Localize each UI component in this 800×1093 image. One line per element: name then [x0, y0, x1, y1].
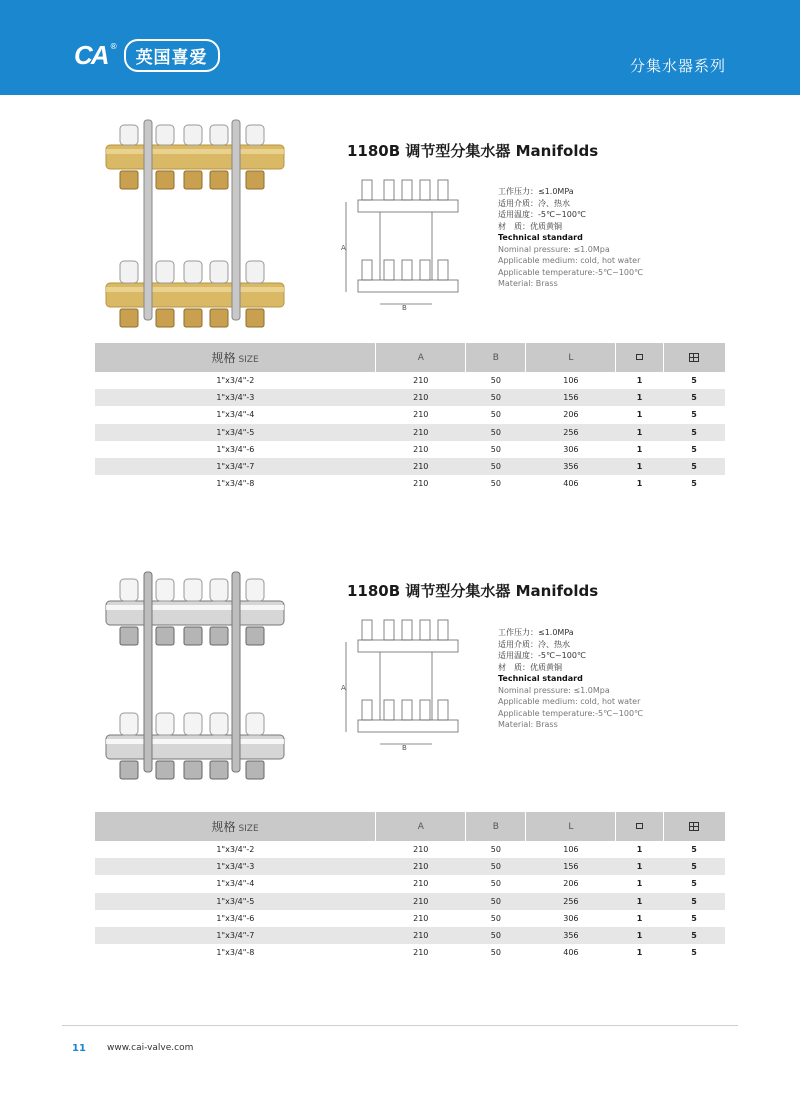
- dimension-b-label: B: [402, 744, 407, 752]
- col-l: L: [526, 812, 616, 841]
- table-cell: 210: [413, 444, 429, 454]
- table-row: [95, 372, 725, 389]
- table-cell: 50: [490, 913, 501, 923]
- fittings-top: [120, 171, 264, 189]
- spec-cn-pressure: 工作压力：≤1.0MPa: [498, 628, 574, 637]
- table-cell: 50: [466, 389, 526, 406]
- table-cell: 50: [466, 424, 526, 441]
- table-cell: 1"x3/4"-6: [216, 913, 255, 923]
- table-cell: 1: [616, 458, 663, 475]
- table-cell: 210: [413, 479, 429, 489]
- col-carton: [663, 343, 725, 372]
- size-table: [95, 343, 725, 492]
- spec-cn-medium: 适用介质：冷、热水: [498, 639, 570, 649]
- table-cell: 156: [526, 389, 616, 406]
- table-cell: 106: [563, 376, 579, 386]
- technical-specs: [498, 627, 643, 731]
- table-cell: 1: [636, 376, 643, 386]
- table-cell: 1"x3/4"-6: [216, 444, 255, 454]
- table-cell: 106: [563, 845, 579, 855]
- brand-logo: [74, 38, 220, 72]
- logo-mark: [74, 40, 118, 71]
- table-cell: 5: [691, 845, 697, 855]
- fittings-bottom: [120, 309, 264, 327]
- table-cell: 1: [616, 389, 663, 406]
- manifold-bottom-bar: [106, 735, 284, 759]
- table-header-row: [95, 343, 725, 372]
- bracket-left: [144, 572, 152, 772]
- table-cell: 1"x3/4"-3: [95, 858, 376, 875]
- table-cell: 50: [466, 893, 526, 910]
- table-cell: 1"x3/4"-2: [216, 845, 255, 855]
- table-cell: 210: [413, 845, 429, 855]
- table-cell: 5: [691, 879, 697, 889]
- table-cell: 256: [526, 893, 616, 910]
- table-cell: 356: [526, 458, 616, 475]
- spec-en-medium: Applicable medium: cold, hot water: [498, 697, 641, 706]
- col-size-en: SIZE: [238, 824, 259, 834]
- table-row: [95, 858, 725, 875]
- box-icon: [636, 354, 643, 360]
- product-photo-brass: [100, 115, 290, 335]
- size-table: [95, 812, 725, 961]
- table-cell: 1"x3/4"-4: [216, 879, 255, 889]
- table-row: [95, 875, 725, 892]
- table-cell: 210: [376, 389, 466, 406]
- carton-icon: [689, 353, 699, 362]
- table-row: [95, 944, 725, 961]
- registered-mark: ®: [109, 41, 118, 51]
- spec-cn-temperature: 适用温度：-5℃~100℃: [498, 651, 586, 660]
- table-cell: 1"x3/4"-5: [95, 424, 376, 441]
- table-cell: 1"x3/4"-2: [216, 376, 255, 386]
- table-cell: 256: [526, 424, 616, 441]
- table-cell: 50: [490, 879, 501, 889]
- table-cell: 210: [413, 879, 429, 889]
- spec-en-material: Material: Brass: [498, 720, 558, 729]
- table-cell: 1"x3/4"-4: [216, 410, 255, 420]
- table-cell: 5: [691, 444, 697, 454]
- spec-cn-material: 材 质：优质黄铜: [498, 662, 562, 672]
- col-b: B: [466, 812, 526, 841]
- table-cell: 50: [490, 376, 501, 386]
- table-cell: 1: [636, 913, 643, 923]
- table-cell: 5: [663, 858, 725, 875]
- col-size-zh: 规格: [211, 351, 236, 365]
- table-cell: 1: [616, 893, 663, 910]
- table-cell: 406: [563, 948, 579, 958]
- table-cell: 1: [636, 948, 643, 958]
- table-cell: 1"x3/4"-7: [95, 927, 376, 944]
- table-cell: 210: [413, 376, 429, 386]
- table-cell: 210: [376, 858, 466, 875]
- spec-en-pressure: Nominal pressure: ≤1.0Mpa: [498, 685, 610, 695]
- table-cell: 406: [563, 479, 579, 489]
- table-cell: 1: [636, 845, 643, 855]
- table-body: [95, 841, 725, 961]
- table-row: [95, 927, 725, 944]
- technical-drawing: [340, 612, 468, 752]
- page-number: 11: [72, 1043, 86, 1054]
- table-cell: 5: [691, 376, 697, 386]
- spec-en-material: Material: Brass: [498, 279, 558, 288]
- table-cell: 50: [490, 479, 501, 489]
- footer-divider: [62, 1025, 738, 1026]
- table-row: [95, 841, 725, 858]
- fittings-bottom: [120, 761, 264, 779]
- table-row: [95, 458, 725, 475]
- table-cell: 156: [526, 858, 616, 875]
- manifold-top-bar: [106, 601, 284, 625]
- table-cell: 206: [563, 879, 579, 889]
- col-l: L: [526, 343, 616, 372]
- product-title: 1180B 调节型分集水器 Manifolds: [347, 582, 599, 600]
- bracket-right: [232, 120, 240, 320]
- spec-cn-material: 材 质：优质黄铜: [498, 221, 562, 231]
- col-a: A: [376, 343, 466, 372]
- table-cell: 210: [413, 913, 429, 923]
- series-title: 分集水器系列: [629, 57, 726, 75]
- spec-cn-temperature: 适用温度：-5℃~100℃: [498, 210, 586, 219]
- table-cell: 1"x3/4"-7: [95, 458, 376, 475]
- valve-caps-bottom: [120, 713, 264, 735]
- table-cell: 1: [616, 858, 663, 875]
- col-box: [616, 343, 663, 372]
- table-cell: 1: [636, 444, 643, 454]
- table-row: [95, 424, 725, 441]
- table-cell: 1: [616, 424, 663, 441]
- table-header-row: [95, 812, 725, 841]
- table-cell: 5: [691, 913, 697, 923]
- table-cell: 1"x3/4"-3: [95, 389, 376, 406]
- spec-en-pressure: Nominal pressure: ≤1.0Mpa: [498, 244, 610, 254]
- table-body: [95, 372, 725, 492]
- table-cell: 5: [663, 424, 725, 441]
- table-cell: 50: [490, 948, 501, 958]
- table-cell: 1"x3/4"-5: [95, 893, 376, 910]
- table-row: [95, 441, 725, 458]
- valve-caps-top: [120, 125, 264, 145]
- table-row: [95, 910, 725, 927]
- manifold-top-bar: [106, 145, 284, 169]
- table-row: [95, 406, 725, 423]
- col-box: [616, 812, 663, 841]
- table-cell: 1: [636, 410, 643, 420]
- table-cell: 50: [490, 410, 501, 420]
- spec-en-temperature: Applicable temperature:-5℃~100℃: [498, 267, 644, 277]
- table-cell: 5: [663, 458, 725, 475]
- product-title: 1180B 调节型分集水器 Manifolds: [347, 142, 599, 160]
- valve-caps-bottom: [120, 261, 264, 283]
- product-photo-chrome: [100, 567, 290, 787]
- table-cell: 1: [636, 879, 643, 889]
- spec-cn-medium: 适用介质：冷、热水: [498, 198, 570, 208]
- table-cell: 206: [563, 410, 579, 420]
- bracket-right: [232, 572, 240, 772]
- col-size: [95, 812, 376, 841]
- table-cell: 5: [691, 948, 697, 958]
- fittings-top: [120, 627, 264, 645]
- spec-en-heading: Technical standard: [498, 674, 583, 683]
- table-cell: 210: [376, 424, 466, 441]
- spec-en-medium: Applicable medium: cold, hot water: [498, 256, 641, 265]
- table-cell: 50: [466, 458, 526, 475]
- table-cell: 50: [490, 444, 501, 454]
- table-cell: 210: [413, 948, 429, 958]
- col-carton: [663, 812, 725, 841]
- table-cell: 5: [663, 927, 725, 944]
- table-cell: 210: [376, 893, 466, 910]
- page-header: [0, 0, 800, 95]
- table-row: [95, 893, 725, 910]
- table-cell: 1: [616, 927, 663, 944]
- spec-en-heading: Technical standard: [498, 233, 583, 242]
- table-row: [95, 475, 725, 492]
- col-a: A: [376, 812, 466, 841]
- dimension-a-label: A: [341, 244, 346, 252]
- table-cell: 306: [563, 913, 579, 923]
- technical-specs: [498, 186, 643, 290]
- bracket-left: [144, 120, 152, 320]
- spec-cn-pressure: 工作压力：≤1.0MPa: [498, 187, 574, 196]
- col-size-en: SIZE: [238, 355, 259, 365]
- table-cell: 210: [376, 927, 466, 944]
- spec-en-temperature: Applicable temperature:-5℃~100℃: [498, 708, 644, 718]
- table-cell: 50: [490, 845, 501, 855]
- table-cell: 356: [526, 927, 616, 944]
- technical-drawing: [340, 172, 468, 312]
- manifold-bottom-bar: [106, 283, 284, 307]
- table-cell: 306: [563, 444, 579, 454]
- col-size: [95, 343, 376, 372]
- table-cell: 1: [636, 479, 643, 489]
- table-row: [95, 389, 725, 406]
- col-size-zh: 规格: [211, 820, 236, 834]
- table-cell: 5: [663, 893, 725, 910]
- dimension-a-label: A: [341, 684, 346, 692]
- table-cell: 1"x3/4"-8: [216, 479, 255, 489]
- table-cell: 5: [663, 389, 725, 406]
- table-cell: 5: [691, 410, 697, 420]
- table-cell: 50: [466, 927, 526, 944]
- table-cell: 50: [466, 858, 526, 875]
- col-b: B: [466, 343, 526, 372]
- dimension-b-label: B: [402, 304, 407, 312]
- table-cell: 1"x3/4"-8: [216, 948, 255, 958]
- valve-caps-top: [120, 579, 264, 601]
- table-cell: 210: [376, 458, 466, 475]
- table-cell: 210: [413, 410, 429, 420]
- box-icon: [636, 823, 643, 829]
- logo-mark-text: CA: [74, 39, 108, 70]
- brand-name: 英国喜爱: [124, 39, 220, 72]
- carton-icon: [689, 822, 699, 831]
- table-cell: 5: [691, 479, 697, 489]
- website-link[interactable]: www.cai-valve.com: [107, 1043, 194, 1053]
